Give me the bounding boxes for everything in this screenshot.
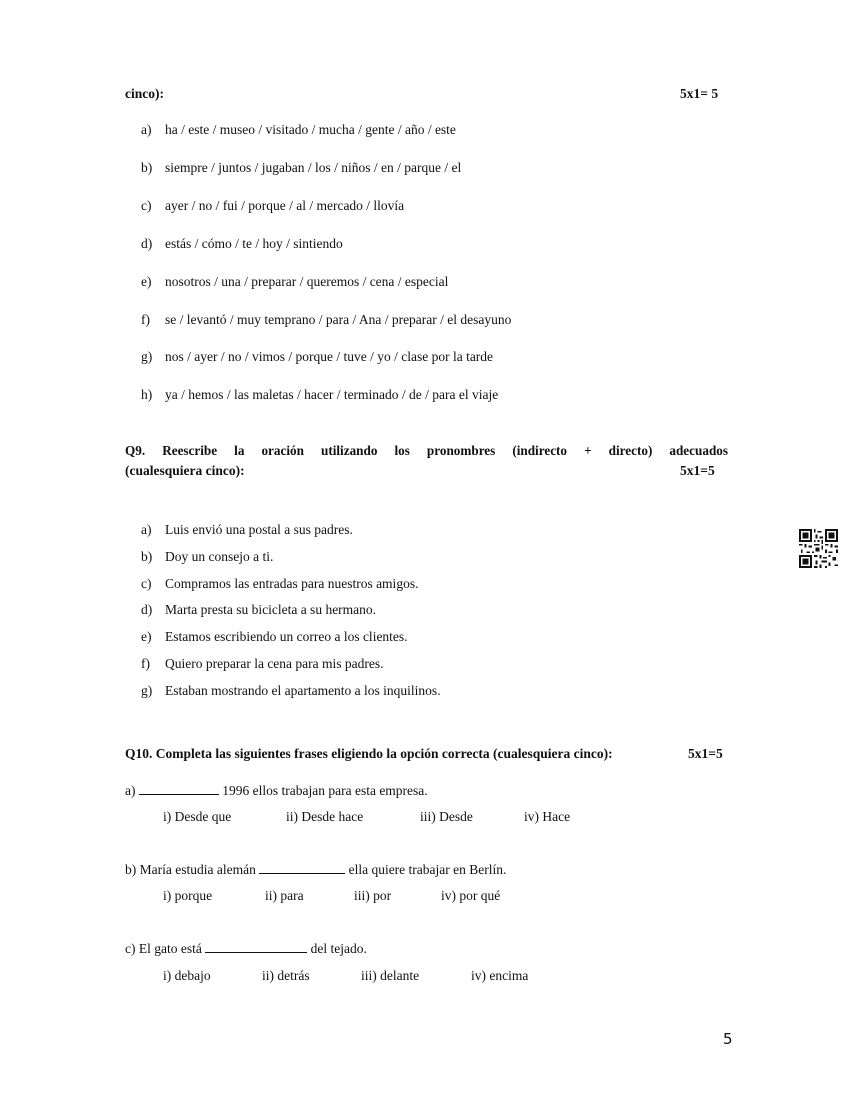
item-text: Quiero preparar la cena para mis padres. <box>165 656 384 671</box>
option: iv) Hace <box>524 809 571 824</box>
item-text: estás / cómo / te / hoy / sintiendo <box>165 236 343 251</box>
item-marker: d) <box>141 602 153 617</box>
item-marker: h) <box>141 387 153 402</box>
q10-item-prefix: c) El gato está <box>125 941 202 956</box>
option: ii) Desde hace <box>286 809 364 824</box>
item-marker: d) <box>141 236 153 251</box>
item-text: Estaban mostrando el apartamento a los inquilinos. <box>165 683 441 698</box>
q10-item-prefix: a) <box>125 783 136 798</box>
q8-heading-tail: cinco): <box>125 86 164 101</box>
answer-blank[interactable] <box>139 783 219 795</box>
option: ii) detrás <box>262 968 310 983</box>
item-marker: e) <box>141 274 152 289</box>
q10-item-prefix: b) María estudia alemán <box>125 862 256 877</box>
item-marker: f) <box>141 656 150 671</box>
option: iii) por <box>354 888 392 903</box>
item-marker: a) <box>141 522 152 537</box>
item-text: ya / hemos / las maletas / hacer / terminado / de / para el viaje <box>165 387 499 402</box>
item-marker: b) <box>141 160 153 175</box>
item-text: nos / ayer / no / vimos / porque / tuve / yo / clase por la tarde <box>165 349 494 364</box>
item-marker: b) <box>141 549 153 564</box>
q10-heading: Q10. Completa las siguientes frases eligiendo la opción correcta (cualesquiera cinco): <box>125 746 613 761</box>
q10-item-after: del tejado. <box>310 941 367 956</box>
option: iii) Desde <box>420 809 473 824</box>
q9-heading-line1: Q9. Reescribe la oración utilizando los pronombres (indirecto + directo) adecuados <box>125 443 728 458</box>
item-marker: e) <box>141 629 152 644</box>
item-text: siempre / juntos / jugaban / los / niños / en / parque / el <box>165 160 462 175</box>
q10-marks: 5x1=5 <box>688 746 723 761</box>
qr-code-icon <box>799 529 838 568</box>
item-text: Luis envió una postal a sus padres. <box>165 522 353 537</box>
q10-item-c <box>125 941 367 957</box>
item-marker: f) <box>141 312 150 327</box>
option: ii) para <box>265 888 304 903</box>
q10-item-a <box>125 783 428 799</box>
q10-item-after: 1996 ellos trabajan para esta empresa. <box>222 783 428 798</box>
q10-item-after: ella quiere trabajar en Berlín. <box>348 862 507 877</box>
answer-blank[interactable] <box>205 941 307 953</box>
item-marker: c) <box>141 198 152 213</box>
item-marker: a) <box>141 122 152 137</box>
item-marker: g) <box>141 349 153 364</box>
item-text: Doy un consejo a ti. <box>165 549 274 564</box>
item-marker: g) <box>141 683 153 698</box>
q9-marks: 5x1=5 <box>680 463 715 478</box>
q10-item-b <box>125 862 506 878</box>
item-text: Marta presta su bicicleta a su hermano. <box>165 602 377 617</box>
option: iv) por qué <box>441 888 501 903</box>
item-text: ha / este / museo / visitado / mucha / gente / año / este <box>165 122 456 137</box>
item-text: Estamos escribiendo un correo a los clientes. <box>165 629 408 644</box>
item-text: Compramos las entradas para nuestros amigos. <box>165 576 419 591</box>
option: i) debajo <box>163 968 211 983</box>
option: i) Desde que <box>163 809 232 824</box>
q8-marks: 5x1= 5 <box>680 86 719 101</box>
answer-blank[interactable] <box>259 862 345 874</box>
option: iii) delante <box>361 968 420 983</box>
page-number: 5 <box>723 1030 733 1048</box>
item-text: nosotros / una / preparar / queremos / cena / especial <box>165 274 449 289</box>
q9-heading-line2: (cualesquiera cinco): <box>125 463 245 478</box>
item-marker: c) <box>141 576 152 591</box>
option: iv) encima <box>471 968 529 983</box>
option: i) porque <box>163 888 213 903</box>
item-text: se / levantó / muy temprano / para / Ana / preparar / el desayuno <box>165 312 512 327</box>
item-text: ayer / no / fui / porque / al / mercado / llovía <box>165 198 405 213</box>
